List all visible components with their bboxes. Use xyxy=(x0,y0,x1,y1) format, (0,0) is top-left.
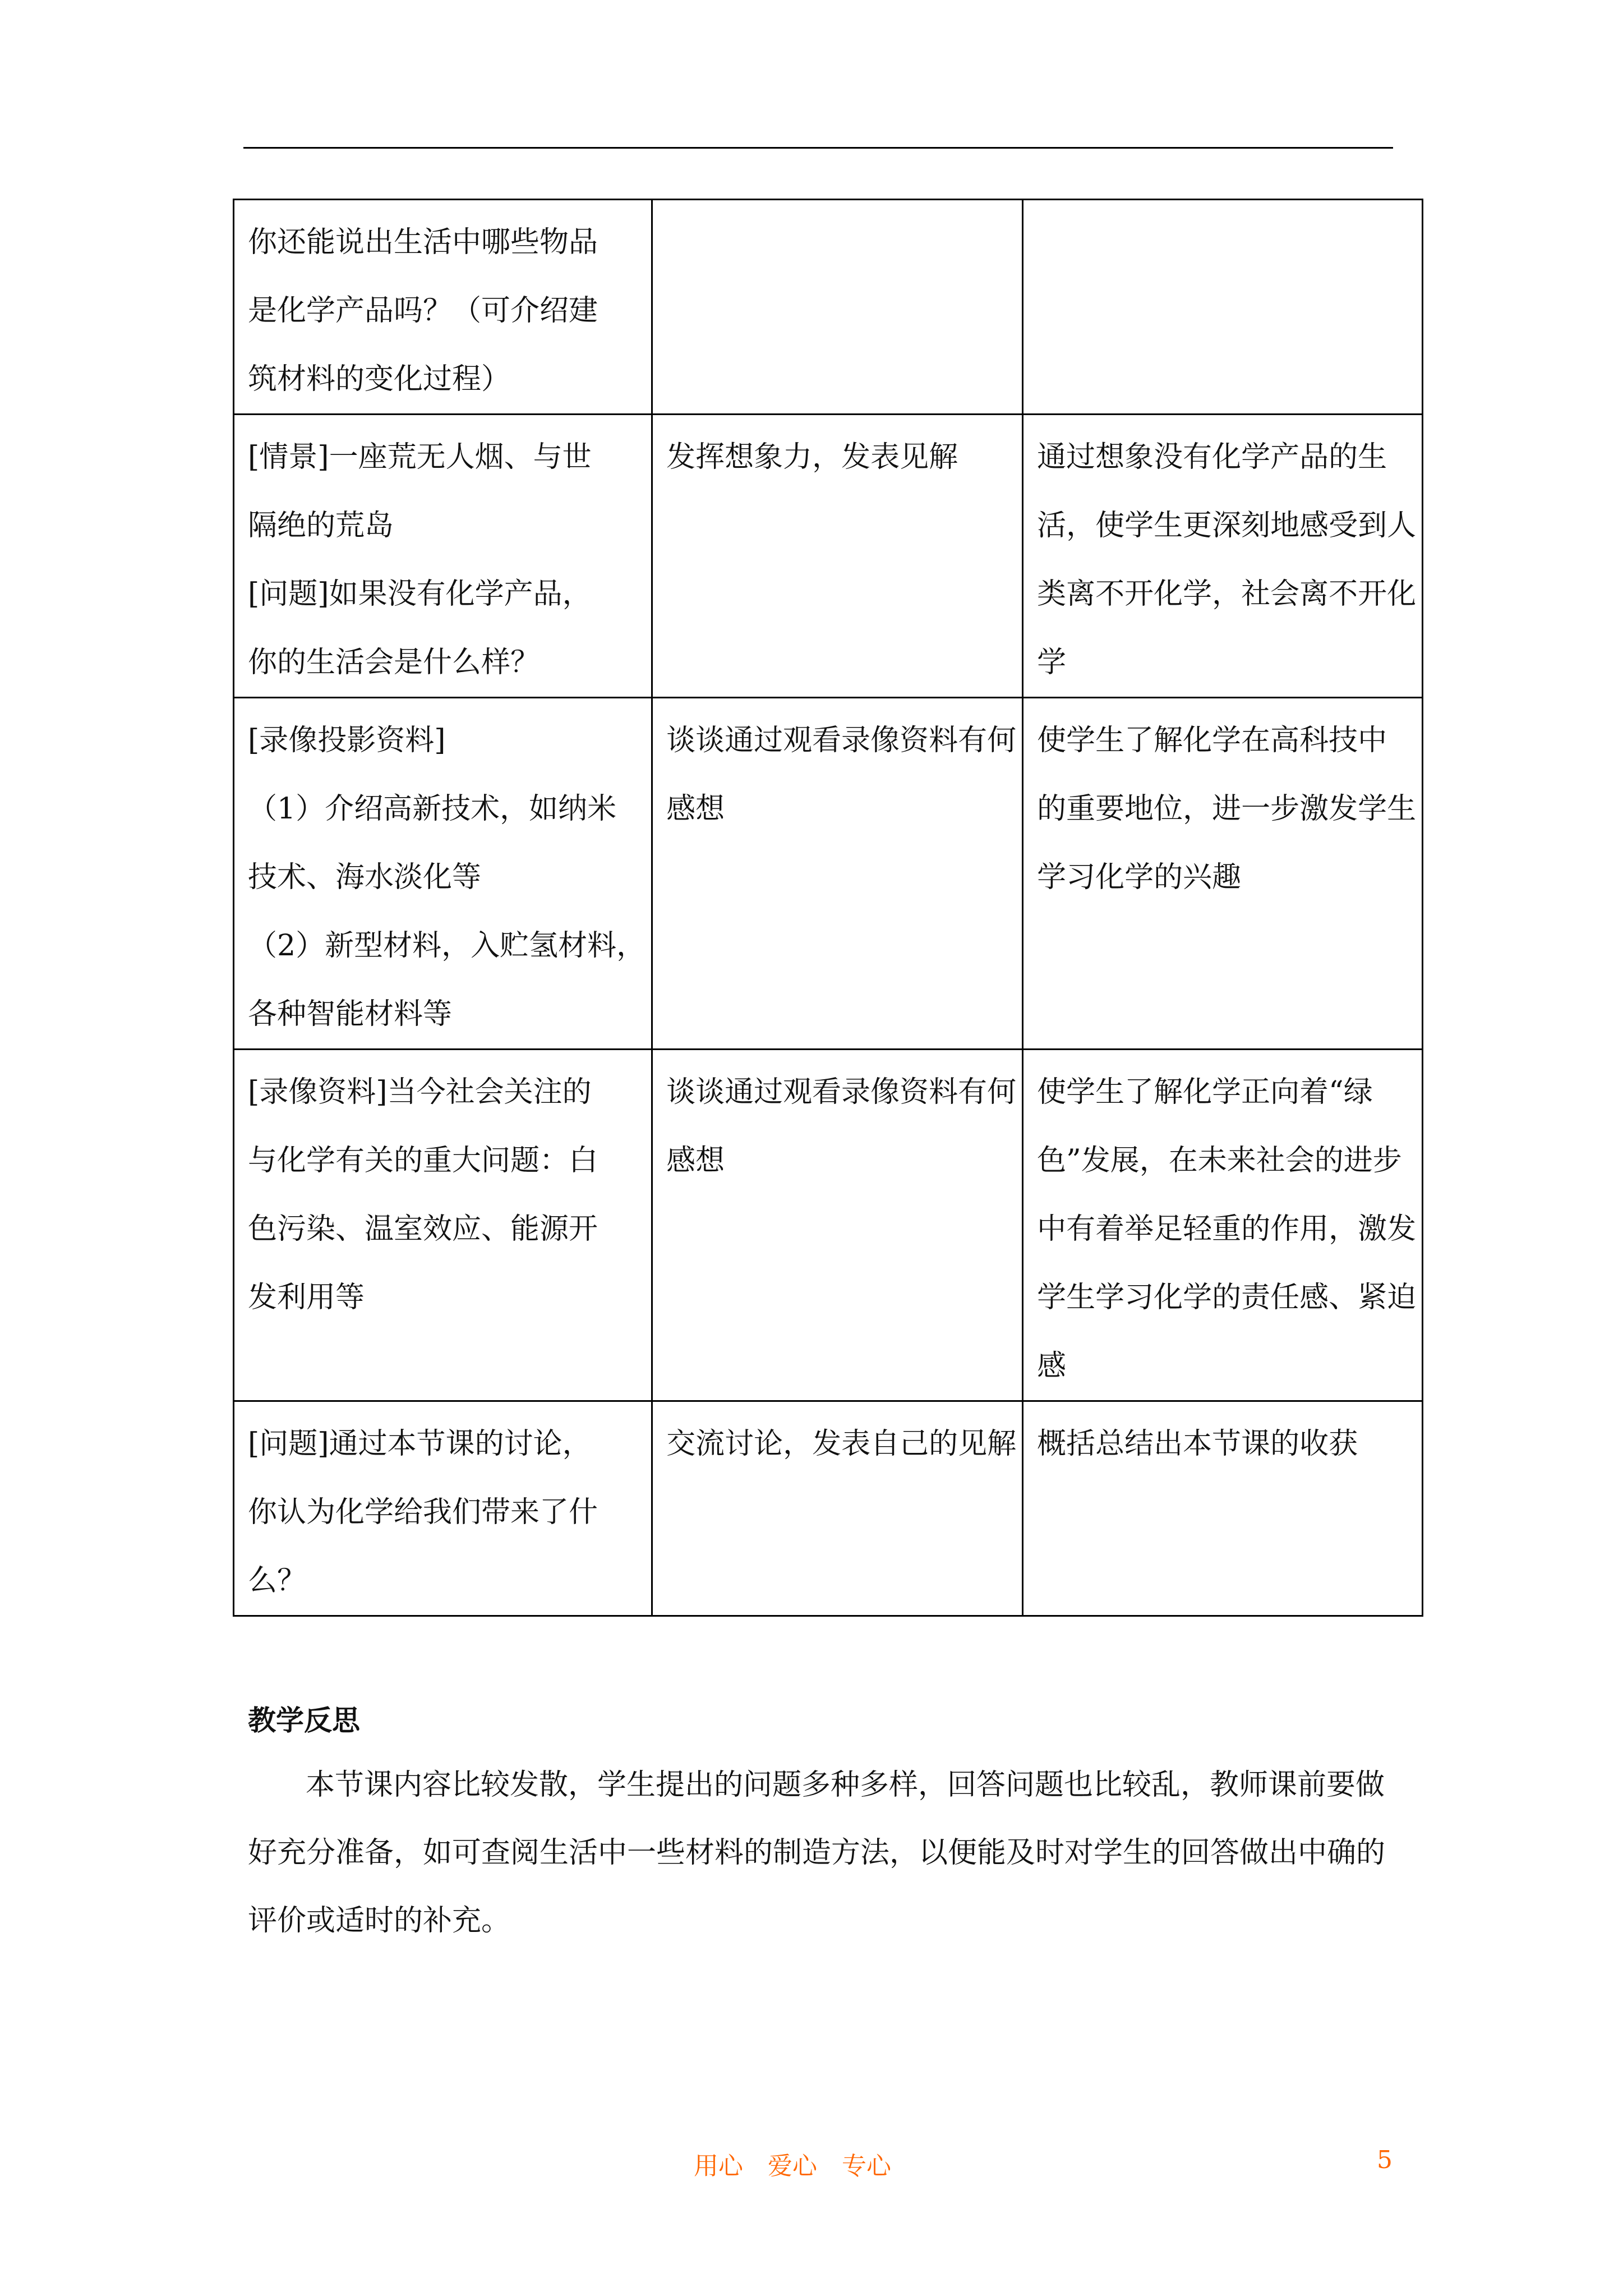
cell-line: 技术、海水淡化等 xyxy=(248,861,482,894)
cell-line: 各种智能材料等 xyxy=(248,997,453,1031)
page-body xyxy=(233,199,1417,1955)
table-row xyxy=(234,1050,1423,1401)
page-number: 5 xyxy=(1377,2146,1393,2174)
cell-student xyxy=(652,415,1023,698)
cell-line: 发利用等 xyxy=(248,1281,365,1314)
cell-teacher xyxy=(234,1401,652,1616)
cell-line: 你的生活会是什么样？ xyxy=(248,646,540,679)
cell-line: 谈谈通过观看录像资料有何 xyxy=(666,1075,1017,1109)
cell-line: 发挥想象力，发表见解 xyxy=(666,440,958,474)
cell-line: 交流讨论，发表自己的见解 xyxy=(666,1427,1017,1461)
table-row xyxy=(234,415,1423,698)
cell-line: 感想 xyxy=(666,792,725,826)
table-row xyxy=(234,1401,1423,1616)
cell-line: （2）新型材料，入贮氢材料， xyxy=(248,929,646,963)
cell-line: 色污染、温室效应、能源开 xyxy=(248,1212,598,1246)
cell-line: [问题]如果没有化学产品， xyxy=(248,577,592,611)
cell-line: 隔绝的荒岛 xyxy=(248,509,394,542)
cell-line: 谈谈通过观看录像资料有何 xyxy=(666,724,1017,757)
cell-line: 色”发展，在未来社会的进步 xyxy=(1037,1144,1402,1177)
cell-student xyxy=(652,1050,1023,1401)
cell-line: 使学生了解化学正向着“绿 xyxy=(1037,1075,1373,1109)
cell-intent xyxy=(1023,415,1423,698)
table-row xyxy=(234,200,1423,415)
cell-line: 感 xyxy=(1037,1349,1067,1383)
cell-line: 概括总结出本节课的收获 xyxy=(1037,1427,1358,1461)
cell-teacher xyxy=(234,1050,652,1401)
reflection-text: 本节课内容比较发散，学生提出的问题多种多样，回答问题也比较乱，教师课前要做好充分准备，如可查阅生活中一些材料的制造方法，以便能及时对学生的回答做出中确的评价或适时的补充。 xyxy=(248,1768,1386,1938)
cell-line: 是化学产品吗？（可介绍建 xyxy=(248,294,598,328)
table-row xyxy=(234,698,1423,1050)
cell-line: 你认为化学给我们带来了什 xyxy=(248,1496,598,1529)
footer-motto: 用心 爱心 专心 xyxy=(694,2152,891,2180)
cell-student xyxy=(652,1401,1023,1616)
cell-line: 筑材料的变化过程） xyxy=(248,362,511,396)
cell-line: 的重要地位，进一步激发学生 xyxy=(1037,792,1417,826)
cell-line: 与化学有关的重大问题：白 xyxy=(248,1144,598,1177)
cell-line: 感想 xyxy=(666,1144,725,1177)
cell-line: 学习化学的兴趣 xyxy=(1037,861,1242,894)
reflection-title: 教学反思 xyxy=(248,1704,360,1737)
cell-intent xyxy=(1023,1050,1423,1401)
cell-line: [问题]通过本节课的讨论， xyxy=(248,1427,592,1461)
cell-intent xyxy=(1023,1401,1423,1616)
cell-line: [录像投影资料] xyxy=(248,724,446,757)
cell-line: 学 xyxy=(1037,646,1067,679)
cell-line: （1）介绍高新技术，如纳米 xyxy=(248,792,617,826)
cell-line: [录像资料]当今社会关注的 xyxy=(248,1075,592,1109)
cell-line: 使学生了解化学在高科技中 xyxy=(1037,724,1387,757)
cell-intent xyxy=(1023,698,1423,1050)
cell-line: 类离不开化学，社会离不开化 xyxy=(1037,577,1417,611)
cell-line: 中有着举足轻重的作用，激发 xyxy=(1037,1212,1417,1246)
header-rule xyxy=(243,147,1393,149)
cell-line: 么？ xyxy=(248,1564,307,1598)
cell-student xyxy=(652,200,1023,415)
cell-teacher xyxy=(234,698,652,1050)
lesson-table xyxy=(233,199,1423,1617)
cell-line: 活，使学生更深刻地感受到人 xyxy=(1037,509,1417,542)
cell-teacher xyxy=(234,200,652,415)
cell-intent xyxy=(1023,200,1423,415)
cell-line: 学生学习化学的责任感、紧迫 xyxy=(1037,1281,1417,1314)
cell-line: 通过想象没有化学产品的生 xyxy=(1037,440,1387,474)
cell-line: 你还能说出生活中哪些物品 xyxy=(248,226,598,259)
cell-student xyxy=(652,698,1023,1050)
cell-teacher xyxy=(234,415,652,698)
cell-line: [情景]一座荒无人烟、与世 xyxy=(248,440,592,474)
